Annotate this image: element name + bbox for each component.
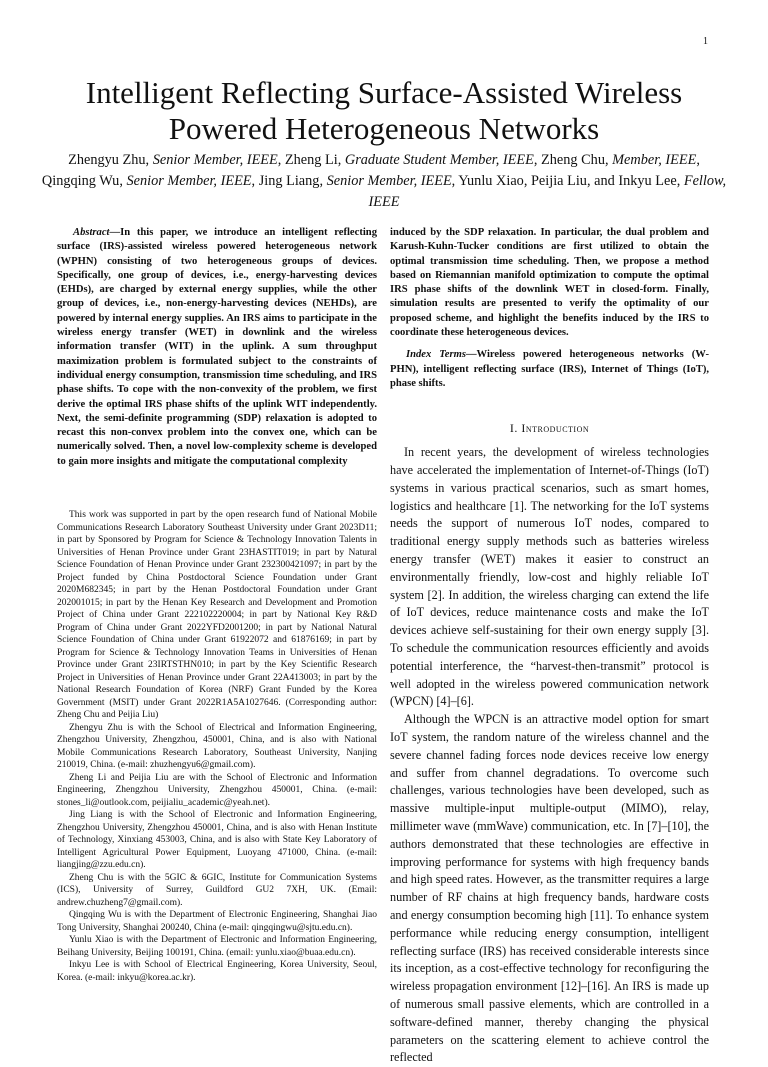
section-heading (390, 421, 709, 436)
author-role: Senior Member, IEEE (326, 173, 452, 189)
abstract-lead: Abstract (73, 227, 110, 238)
footnote-affiliation: Zheng Li and Peijia Liu are with the School of Electronic and Information Engineering, Zhengzhou University, Zhengzhou 450001, China. (e-mail: stones_li@outlook.com, peijialiu_academic@yeah.net). (57, 772, 377, 808)
abstract-text: —In this paper, we introduce an intelligent reflecting surface (IRS)-assisted wireless powered heterogeneous network (WPHN) consisting of two heterogeneous groups of devices. Specifically, one group of devices, i.e., energy-harvesting devices (EHDs), are charged by external energy supplies, while the other group of devices, i.e., non-energy-harvesting devices (NEHDs), are powered by internal energy supplies. An IRS aims to participate in the wireless energy transfer (WET) in downlink and the wireless information transfer (WIT) in the uplink. A sum throughput maximization problem is formulated subject to the constraints of individual energy consumption, transmission time scheduling, and IRS phase shifts. To cope with the non-convexity of the problem, we first derive the optimal IRS phase shifts of the uplink WIT independently. Next, the semi-definite programming (SDP) relaxation is adopted to recast this non-convex problem into the convex one, which can be numerically solved. Then, a novel low-complexity scheme is developed to gain more insights and mitigate the computational complexity (57, 227, 377, 467)
abstract-continued: induced by the SDP relaxation. In particular, the dual problem and Karush-Kuhn-Tucker conditions are first utilized to obtain the optimal transmission time scheduling. Then, we propose a method based on Riemannian manifold optimization to compute the optimal IRS phase shifts of the downlink WET in closed-form. Finally, simulation results are presented to verify the optimality of our proposed scheme, and highlight the benefits induced by the IRS to coordinate these heterogeneous devices. (390, 227, 709, 339)
page-number: 1 (703, 36, 708, 47)
right-column (390, 226, 709, 1067)
footnote-affiliation: Zhengyu Zhu is with the School of Electrical and Information Engineering, Zhengzhou University, Zhengzhou, 450001, China, and is also with National Mobile Communications Research Laboratory, Southeast University, Nanjing 210019, China. (e-mail: zhuzhengyu6@gmail.com). (57, 722, 377, 771)
author-name: Qingqing Wu (41, 173, 120, 189)
author-role: Fellow, IEEE (368, 173, 727, 210)
author-list: Zhengyu Zhu, Senior Member, IEEE, Zheng Li, Graduate Student Member, IEEE, Zheng Chu, Member, IEEE, Qingqing Wu, Senior Member, IEEE, Jing Liang, Senior Member, IEEE, Yunlu Xiao, Peijia Liu, and Inkyu Lee, Fellow, IEEE (41, 152, 727, 210)
footnote-funding: This work was supported in part by the open research fund of National Mobile Communications Research Laboratory Southeast University under Grant 2023D11; in part by Sponsored by Program for Science & Technology Innovation Talents in Universities of Henan Province under Grant 23HASTIT019; in part by Natural Science Foundation of Henan Province under Grant 232300421097; in part by the Project funded by China Postdoctoral Science Foundation under Grant 2020M682345; in part by the Henan Postdoctoral Foundation under Grant 202001015; in part by the Henan Key Research and Development and Promotion Project of China under Grant 222102220004; in part by National Key R&D Program of China under Grant 2022YFD2001200; in part by National Natural Science Foundation of China under Grant 61922072 and 61876169; in part by Program for Science & Technology Innovation Teams in Universities of Henan Province under Grant 23IRTSTHN010; in part by the Key Scientific Research Project in Universities of Henan Province under Grant 22A413003; in part by the National Research Foundation of Korea (NRF) Grant Funded by the Korea Government (MSIT) under Grant 2022R1A5A1027646. (Corresponding author: Zheng Chu and Peijia Liu) (57, 510, 377, 721)
author-role: Member, IEEE (612, 152, 697, 168)
intro-paragraph: In recent years, the development of wireless technologies have accelerated the implementation of Internet-of-Things (IoT) systems in various practical scenarios, such as smart homes, logistics and healthcare [1]. The networking for the IoT systems needs the support of numerous IoT nodes, compared to traditional energy supply methods such as batteries wireless energy transfer (WET) makes it easier to construct an environmentally friendly, low-cost and highly reliable IoT system [2]. In addition, the wireless charging can extend the life of IoT devices, reduce maintenance costs and make the IoT devices achieve self-sustaining for their own energy supply [3]. To schedule the communication resources efficiently and avoids potential interference, the “harvest-then-transmit” protocol is well adopted in the wireless powered communication network (WPCN) [4]–[6]. (390, 445, 709, 709)
intro-paragraph: Although the WPCN is an attractive model option for smart IoT system, the random nature of the wireless channel and the severe channel fading forces node devices receive low energy and suffer from channel degradations. To overcome such challenges, various technologies have been developed, such as massive multiple-input multiple-output (MIMO), relay, millimeter wave (mmWave) communication, etc. In [7]–[10], the authors demonstrated that these technologies are effective in improving performance for systems with high frequency bands and high speed rates. However, as the transmitter requires a large number of RF chains at high frequency bands, hardware costs and energy consumption becoming high [11]. To enhance system performance while reducing energy consumption, intelligent reflecting surface (IRS) has received considerable interests since its inception, as a cost-effective technology for reconfiguring the wireless propagation environment [12]–[16]. An IRS is made up of numerous small passive elements, which are controlled in a software-defined manner, thereby changing the physical parameters on the scattering element to achieve control the reflected (390, 712, 709, 1065)
footnote-affiliation: Inkyu Lee is with School of Electrical Engineering, Korea University, Seoul, Korea. (e-mail: inkyu@korea.ac.kr). (57, 960, 377, 983)
left-column (57, 226, 377, 984)
author-name: Zheng Chu (541, 152, 605, 168)
author-name: Zheng Li (284, 152, 338, 168)
index-terms-text: —Wireless powered heterogeneous networks (W-PHN), intelligent reflecting surface (IRS), Internet of Things (IoT), phase shifts. (390, 349, 709, 389)
section-number: I. (509, 421, 518, 436)
author-name: Jing Liang (258, 173, 320, 189)
footnote-affiliation: Jing Liang is with the School of Electronic and Information Engineering, Zhengzhou University, Zhengzhou 450001, China, and is also with Henan Institute of Technology, Xinxiang 453003, China, and is also with State Key Laboratory of Intelligent Agricultural Power Equipment, Luoyang 471000, China. (e-mail: liangjing@zzu.edu.cn). (57, 810, 377, 871)
footnotes (57, 509, 377, 984)
author-role: Senior Member, IEEE (126, 173, 252, 189)
author-name: Zhengyu Zhu (68, 152, 146, 168)
author-name: Yunlu Xiao, Peijia Liu, and Inkyu Lee (458, 173, 677, 189)
index-terms (390, 348, 709, 391)
author-role: Senior Member, IEEE (152, 152, 278, 168)
footnote-affiliation: Qingqing Wu is with the Department of Electronic Engineering, Shanghai Jiao Tong University, Shanghai 200240, China (e-mail: qingqingwu@sjtu.edu.cn). (57, 910, 377, 933)
footnote-affiliation: Yunlu Xiao is with the Department of Electronic and Information Engineering, Beihang University, Beijing 100191, China. (email: yunlu.xiao@buaa.edu.cn). (57, 935, 377, 958)
index-terms-lead: Index Terms (406, 349, 466, 361)
footnote-affiliation: Zheng Chu is with the 5GIC & 6GIC, Institute for Communication Systems (ICS), University of Surrey, Guildford GU2 7XH, UK. (Email: andrew.chuzheng7@gmail.com). (57, 872, 377, 908)
section-title: Introduction (521, 421, 590, 436)
paper-title: Intelligent Reflecting Surface-Assisted Wireless Powered Heterogeneous Networks (85, 75, 683, 146)
abstract (57, 226, 377, 469)
author-role: Graduate Student Member, IEEE (344, 152, 534, 168)
